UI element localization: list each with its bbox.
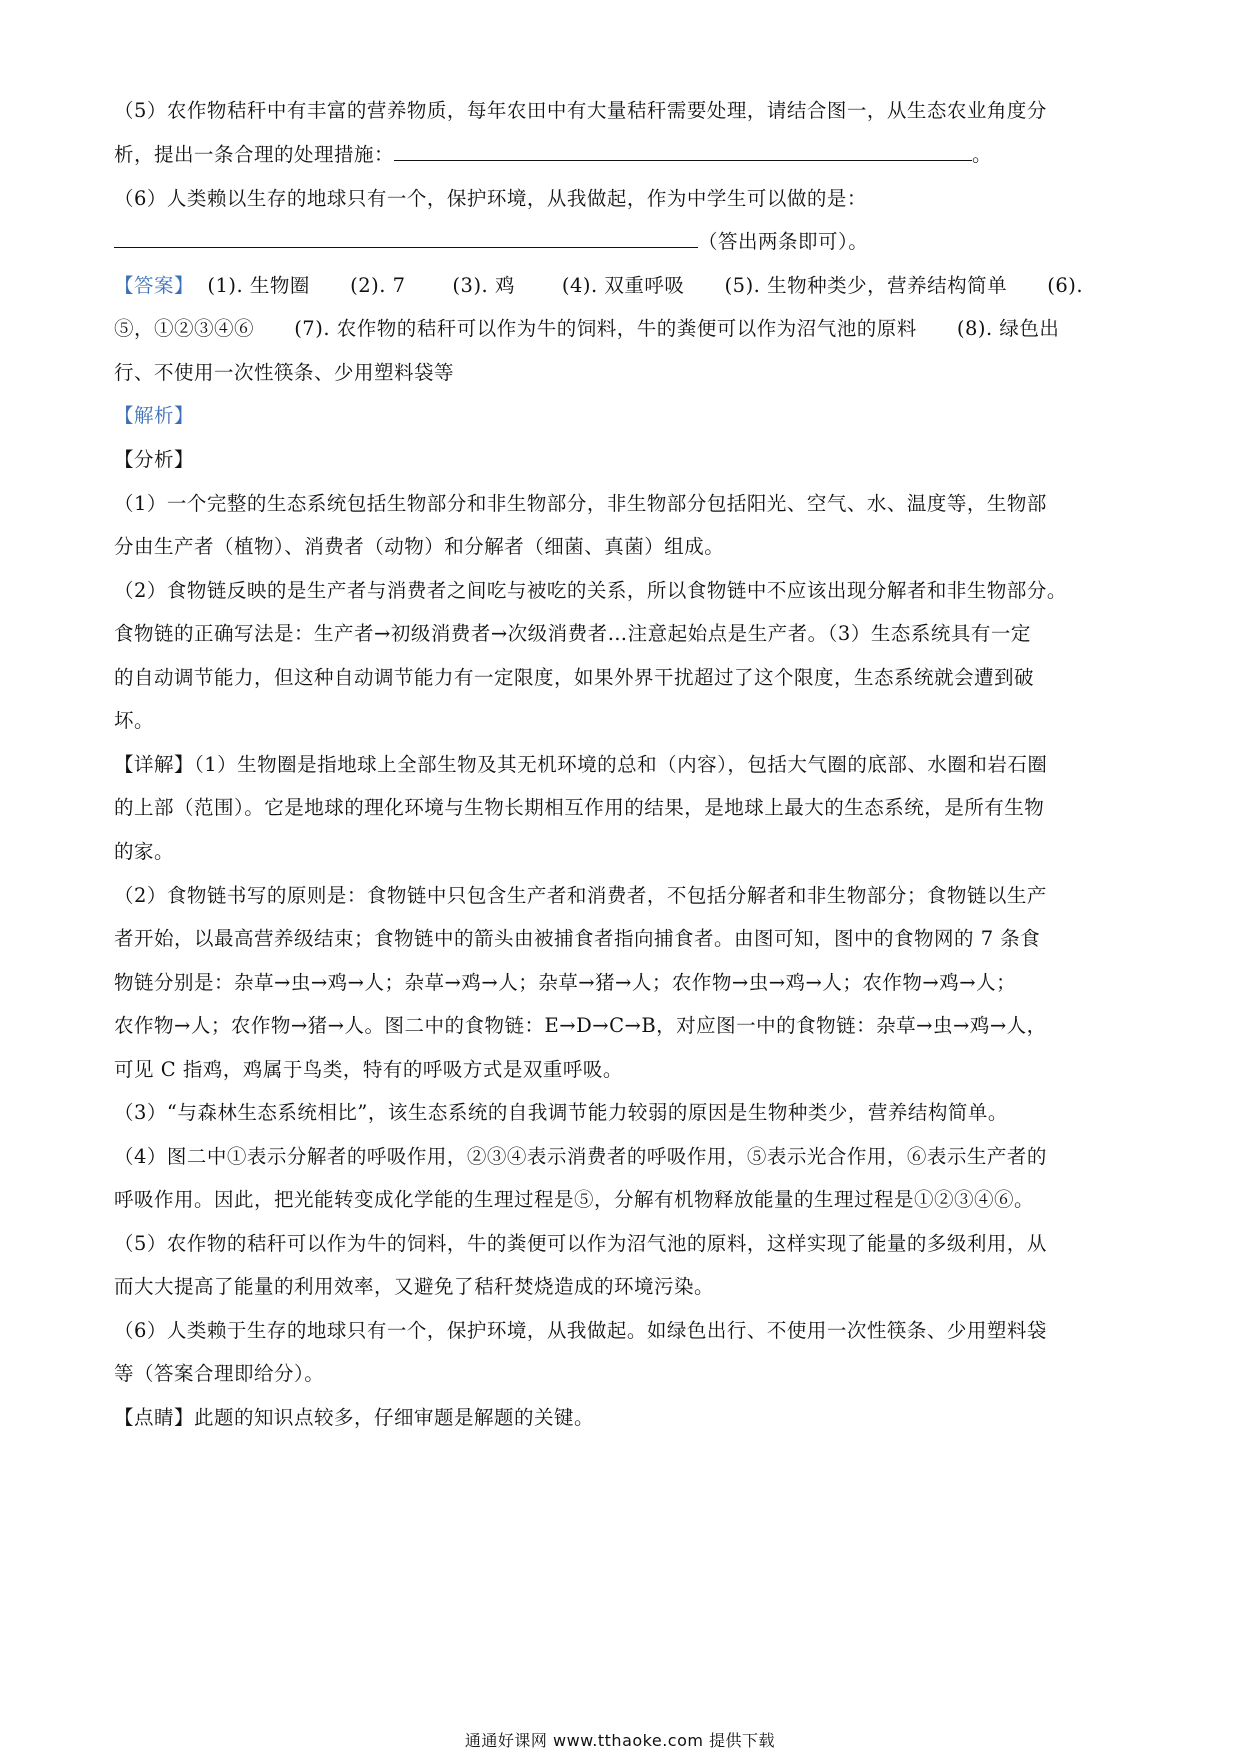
answer-text-1: (1). 生物圈 (2). 7 (3). 鸡 (4). 双重呼吸 (5). 生物种类少，营养结构简单 (6). [194, 274, 1084, 297]
q6-answer-blank [114, 247, 698, 248]
xiangjie-p2-line-2: 者开始，以最高营养级结束；食物链中的箭头由被捕食者指向捕食者。由图可知，图中的食物网的 7 条食 [114, 927, 1041, 950]
dianjing-line [114, 1402, 594, 1430]
dianjing-tag: 【点睛】 [114, 1406, 195, 1429]
xiangjie-p4-line-1: （4）图二中①表示分解者的呼吸作用，②③④表示消费者的呼吸作用，⑤表示光合作用，⑥表示生产者的 [114, 1145, 1047, 1168]
fenxi-p2-line-3: 的自动调节能力，但这种自动调节能力有一定限度，如果外界干扰超过了这个限度，生态系统就会遭到破 [114, 666, 1035, 689]
xiangjie-p6-line-2: 等（答案合理即给分）。 [114, 1362, 325, 1385]
q5-suffix: 。 [972, 143, 993, 166]
xiangjie-p4-line-2: 呼吸作用。因此，把光能转变成化学能的生理过程是⑤，分解有机物释放能量的生理过程是①②③④⑥。 [114, 1188, 1035, 1211]
q5-line-2 [114, 139, 992, 167]
answer-line-3: 行、不使用一次性筷条、少用塑料袋等 [114, 361, 455, 384]
answer-line-1 [114, 270, 1083, 298]
q6-suffix: （答出两条即可）。 [698, 230, 869, 253]
fenxi-p2-line-4: 坏。 [114, 709, 155, 732]
q5-line-1: （5）农作物秸秆中有丰富的营养物质，每年农田中有大量秸秆需要处理，请结合图一，从生态农业角度分 [114, 99, 1047, 122]
xiangjie-p3-line-1: （3）“与森林生态系统相比”，该生态系统的自我调节能力较弱的原因是生物种类少，营养结构简单。 [114, 1101, 1008, 1124]
q5-prefix: 析，提出一条合理的处理措施： [114, 143, 395, 166]
xiangjie-p1-line-1: 【详解】（1）生物圈是指地球上全部生物及其无机环境的总和（内容），包括大气圈的底部、水圈和岩石圈 [114, 753, 1048, 776]
xiangjie-p2-line-5: 可见 C 指鸡，鸡属于鸟类，特有的呼吸方式是双重呼吸。 [114, 1058, 623, 1081]
fenxi-p1-line-1: （1）一个完整的生态系统包括生物部分和非生物部分，非生物部分包括阳光、空气、水、温度等，生物部 [114, 492, 1047, 515]
q5-answer-blank [394, 160, 972, 161]
dianjing-text: 此题的知识点较多，仔细审题是解题的关键。 [194, 1406, 595, 1429]
page-footer: 通通好课网 www.tthaoke.com 提供下载 [464, 1731, 776, 1750]
xiangjie-p2-line-3: 物链分别是：杂草→虫→鸡→人；杂草→鸡→人；杂草→猪→人；农作物→虫→鸡→人；农作物→鸡→人； [114, 971, 1017, 994]
answer-line-2: ⑤，①②③④⑥ (7). 农作物的秸秆可以作为牛的饲料，牛的粪便可以作为沼气池的原料 (8). 绿色出 [114, 317, 1060, 340]
fenxi-p2-line-2: 食物链的正确写法是：生产者→初级消费者→次级消费者…注意起始点是生产者。（3）生态系统具有一定 [114, 622, 1031, 645]
xiangjie-p2-line-1: （2）食物链书写的原则是：食物链中只包含生产者和消费者，不包括分解者和非生物部分；食物链以生产 [114, 884, 1047, 907]
xiangjie-p5-line-2: 而大大提高了能量的利用效率，又避免了秸秆焚烧造成的环境污染。 [114, 1275, 715, 1298]
answer-tag: 【答案】 [114, 274, 195, 297]
xiangjie-p2-line-4: 农作物→人；农作物→猪→人。图二中的食物链：E→D→C→B，对应图一中的食物链：杂草→虫→鸡→人， [114, 1014, 1047, 1037]
analysis-tag: 【解析】 [114, 404, 195, 427]
q6-line-2 [114, 226, 868, 254]
q6-line-1: （6）人类赖以生存的地球只有一个，保护环境，从我做起，作为中学生可以做的是： [114, 187, 867, 210]
fenxi-heading: 【分析】 [114, 448, 195, 471]
xiangjie-p6-line-1: （6）人类赖于生存的地球只有一个，保护环境，从我做起。如绿色出行、不使用一次性筷条、少用塑料袋 [114, 1319, 1047, 1342]
fenxi-p1-line-2: 分由生产者（植物）、消费者（动物）和分解者（细菌、真菌）组成。 [114, 535, 725, 558]
xiangjie-p5-line-1: （5）农作物的秸秆可以作为牛的饲料，牛的粪便可以作为沼气池的原料，这样实现了能量的多级利用，从 [114, 1232, 1047, 1255]
xiangjie-p1-line-2: 的上部（范围）。它是地球的理化环境与生物长期相互作用的结果，是地球上最大的生态系统，是所有生物 [114, 796, 1045, 819]
xiangjie-p1-line-3: 的家。 [114, 840, 175, 863]
fenxi-p2-line-1: （2）食物链反映的是生产者与消费者之间吃与被吃的关系，所以食物链中不应该出现分解者和非生物部分。 [114, 579, 1067, 602]
